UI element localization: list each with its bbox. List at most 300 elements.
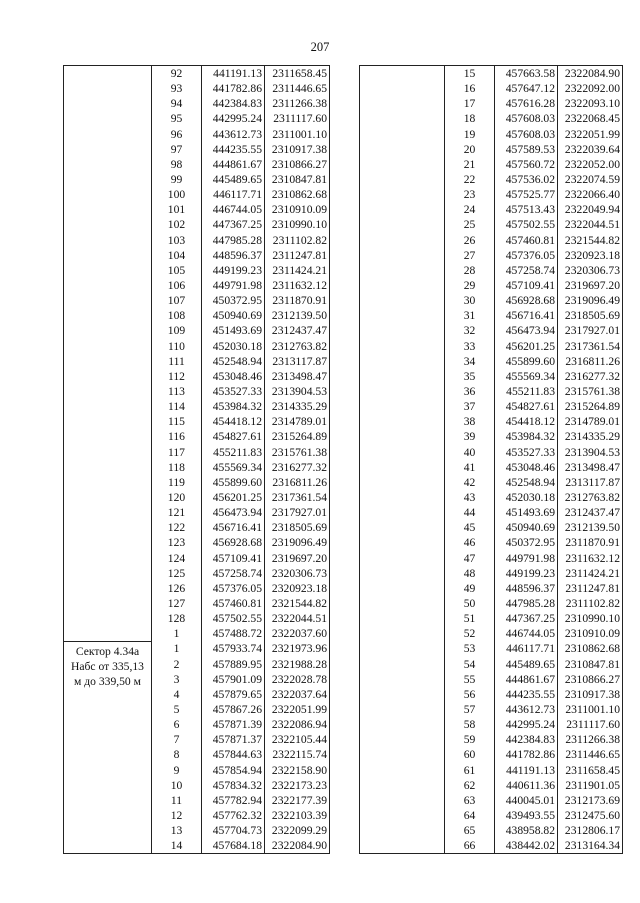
point-number-cell: 44: [445, 505, 495, 520]
y-coordinate-cell: 2311247.81: [265, 248, 330, 263]
section-label-cell: [64, 66, 152, 642]
point-number-cell: 34: [445, 354, 495, 369]
x-coordinate-cell: 457460.81: [202, 596, 265, 611]
empty-label-cell: [360, 838, 445, 854]
point-number-cell: 23: [445, 187, 495, 202]
point-number-cell: 62: [445, 778, 495, 793]
table-row: [360, 429, 623, 444]
table-row: [360, 217, 623, 232]
x-coordinate-cell: 454827.61: [202, 429, 265, 444]
y-coordinate-cell: 2320923.18: [558, 248, 623, 263]
y-coordinate-cell: 2322052.00: [558, 157, 623, 172]
empty-label-cell: [360, 323, 445, 338]
x-coordinate-cell: 446117.71: [202, 187, 265, 202]
point-number-cell: 35: [445, 369, 495, 384]
table-row: [360, 384, 623, 399]
x-coordinate-cell: 450940.69: [202, 308, 265, 323]
point-number-cell: 57: [445, 702, 495, 717]
table-row: [360, 308, 623, 323]
point-number-cell: 10: [152, 778, 202, 793]
y-coordinate-cell: 2310910.09: [558, 626, 623, 641]
table-row: [360, 490, 623, 505]
y-coordinate-cell: 2322068.45: [558, 111, 623, 126]
y-coordinate-cell: 2310847.81: [558, 656, 623, 671]
y-coordinate-cell: 2312763.82: [265, 339, 330, 354]
empty-label-cell: [360, 414, 445, 429]
table-row: [360, 717, 623, 732]
point-number-cell: 7: [152, 732, 202, 747]
y-coordinate-cell: 2312139.50: [265, 308, 330, 323]
point-number-cell: 97: [152, 142, 202, 157]
x-coordinate-cell: 457502.55: [202, 611, 265, 626]
point-number-cell: 60: [445, 747, 495, 762]
y-coordinate-cell: 2311117.60: [558, 717, 623, 732]
right-coordinates-table: [359, 65, 623, 854]
point-number-cell: 116: [152, 429, 202, 444]
x-coordinate-cell: 445489.65: [202, 172, 265, 187]
x-coordinate-cell: 457616.28: [495, 96, 558, 111]
empty-label-cell: [360, 339, 445, 354]
y-coordinate-cell: 2322049.94: [558, 202, 623, 217]
y-coordinate-cell: 2316277.32: [558, 369, 623, 384]
y-coordinate-cell: 2313498.47: [558, 460, 623, 475]
point-number-cell: 3: [152, 672, 202, 687]
point-number-cell: 102: [152, 217, 202, 232]
table-row: [360, 172, 623, 187]
x-coordinate-cell: 441782.86: [495, 747, 558, 762]
table-row: [360, 702, 623, 717]
point-number-cell: 33: [445, 339, 495, 354]
x-coordinate-cell: 438958.82: [495, 823, 558, 838]
x-coordinate-cell: 457647.12: [495, 81, 558, 96]
table-row: [360, 81, 623, 96]
table-row: [360, 96, 623, 111]
x-coordinate-cell: 457933.74: [202, 641, 265, 656]
x-coordinate-cell: 443612.73: [495, 702, 558, 717]
point-number-cell: 101: [152, 202, 202, 217]
table-row: [360, 66, 623, 82]
x-coordinate-cell: 446744.05: [202, 202, 265, 217]
y-coordinate-cell: 2321544.82: [558, 233, 623, 248]
point-number-cell: 20: [445, 142, 495, 157]
y-coordinate-cell: 2311870.91: [265, 293, 330, 308]
y-coordinate-cell: 2322099.29: [265, 823, 330, 838]
y-coordinate-cell: 2311247.81: [558, 581, 623, 596]
x-coordinate-cell: 457460.81: [495, 233, 558, 248]
y-coordinate-cell: 2312173.69: [558, 793, 623, 808]
empty-label-cell: [360, 263, 445, 278]
x-coordinate-cell: 443612.73: [202, 127, 265, 142]
y-coordinate-cell: 2311266.38: [265, 96, 330, 111]
table-row: [360, 611, 623, 626]
x-coordinate-cell: 442384.83: [202, 96, 265, 111]
y-coordinate-cell: 2316277.32: [265, 460, 330, 475]
empty-label-cell: [360, 596, 445, 611]
x-coordinate-cell: 457834.32: [202, 778, 265, 793]
y-coordinate-cell: 2322051.99: [265, 702, 330, 717]
point-number-cell: 37: [445, 399, 495, 414]
y-coordinate-cell: 2321988.28: [265, 656, 330, 671]
x-coordinate-cell: 446117.71: [495, 641, 558, 656]
empty-label-cell: [360, 308, 445, 323]
point-number-cell: 112: [152, 369, 202, 384]
point-number-cell: 22: [445, 172, 495, 187]
x-coordinate-cell: 457560.72: [495, 157, 558, 172]
table-row: [360, 157, 623, 172]
x-coordinate-cell: 457258.74: [495, 263, 558, 278]
point-number-cell: 51: [445, 611, 495, 626]
x-coordinate-cell: 444861.67: [495, 672, 558, 687]
point-number-cell: 126: [152, 581, 202, 596]
x-coordinate-cell: 457867.26: [202, 702, 265, 717]
y-coordinate-cell: 2322177.39: [265, 793, 330, 808]
y-coordinate-cell: 2322115.74: [265, 747, 330, 762]
table-row: [360, 838, 623, 854]
x-coordinate-cell: 452548.94: [202, 354, 265, 369]
x-coordinate-cell: 453527.33: [495, 445, 558, 460]
y-coordinate-cell: 2322074.59: [558, 172, 623, 187]
point-number-cell: 43: [445, 490, 495, 505]
y-coordinate-cell: 2319697.20: [558, 278, 623, 293]
table-row: [360, 596, 623, 611]
empty-label-cell: [360, 157, 445, 172]
x-coordinate-cell: 442995.24: [202, 111, 265, 126]
empty-label-cell: [360, 399, 445, 414]
table-row: [360, 202, 623, 217]
x-coordinate-cell: 449199.23: [495, 566, 558, 581]
y-coordinate-cell: 2321544.82: [265, 596, 330, 611]
x-coordinate-cell: 454827.61: [495, 399, 558, 414]
table-row: [360, 747, 623, 762]
point-number-cell: 26: [445, 233, 495, 248]
empty-label-cell: [360, 202, 445, 217]
table-row: [360, 142, 623, 157]
point-number-cell: 5: [152, 702, 202, 717]
x-coordinate-cell: 453984.32: [495, 429, 558, 444]
y-coordinate-cell: 2311658.45: [558, 762, 623, 777]
point-number-cell: 124: [152, 551, 202, 566]
point-number-cell: 66: [445, 838, 495, 854]
x-coordinate-cell: 452030.18: [202, 339, 265, 354]
point-number-cell: 39: [445, 429, 495, 444]
y-coordinate-cell: 2311424.21: [265, 263, 330, 278]
point-number-cell: 108: [152, 308, 202, 323]
y-coordinate-cell: 2322044.51: [265, 611, 330, 626]
point-number-cell: 8: [152, 747, 202, 762]
x-coordinate-cell: 456473.94: [202, 505, 265, 520]
x-coordinate-cell: 440611.36: [495, 778, 558, 793]
x-coordinate-cell: 457109.41: [202, 551, 265, 566]
y-coordinate-cell: 2321973.96: [265, 641, 330, 656]
x-coordinate-cell: 456716.41: [495, 308, 558, 323]
y-coordinate-cell: 2311632.12: [558, 551, 623, 566]
y-coordinate-cell: 2318505.69: [265, 520, 330, 535]
empty-label-cell: [360, 808, 445, 823]
x-coordinate-cell: 455569.34: [495, 369, 558, 384]
x-coordinate-cell: 441191.13: [202, 66, 265, 82]
x-coordinate-cell: 448596.37: [202, 248, 265, 263]
point-number-cell: 29: [445, 278, 495, 293]
x-coordinate-cell: 454418.12: [202, 414, 265, 429]
point-number-cell: 65: [445, 823, 495, 838]
x-coordinate-cell: 457871.39: [202, 717, 265, 732]
y-coordinate-cell: 2322084.90: [558, 66, 623, 82]
empty-label-cell: [360, 581, 445, 596]
point-number-cell: 120: [152, 490, 202, 505]
y-coordinate-cell: 2311424.21: [558, 566, 623, 581]
empty-label-cell: [360, 778, 445, 793]
point-number-cell: 121: [152, 505, 202, 520]
x-coordinate-cell: 453048.46: [202, 369, 265, 384]
point-number-cell: 19: [445, 127, 495, 142]
empty-label-cell: [360, 81, 445, 96]
x-coordinate-cell: 442995.24: [495, 717, 558, 732]
x-coordinate-cell: 453048.46: [495, 460, 558, 475]
point-number-cell: 63: [445, 793, 495, 808]
point-number-cell: 14: [152, 838, 202, 854]
x-coordinate-cell: 455899.60: [202, 475, 265, 490]
empty-label-cell: [360, 551, 445, 566]
point-number-cell: 28: [445, 263, 495, 278]
x-coordinate-cell: 446744.05: [495, 626, 558, 641]
table-row: [64, 66, 330, 82]
x-coordinate-cell: 447985.28: [202, 233, 265, 248]
table-row: [360, 127, 623, 142]
empty-label-cell: [360, 490, 445, 505]
x-coordinate-cell: 447985.28: [495, 596, 558, 611]
empty-label-cell: [360, 429, 445, 444]
table-row: [360, 111, 623, 126]
x-coordinate-cell: 444235.55: [495, 687, 558, 702]
y-coordinate-cell: 2310910.09: [265, 202, 330, 217]
x-coordinate-cell: 455569.34: [202, 460, 265, 475]
empty-label-cell: [360, 520, 445, 535]
y-coordinate-cell: 2310866.27: [558, 672, 623, 687]
x-coordinate-cell: 456928.68: [495, 293, 558, 308]
y-coordinate-cell: 2322066.40: [558, 187, 623, 202]
y-coordinate-cell: 2311117.60: [265, 111, 330, 126]
y-coordinate-cell: 2322105.44: [265, 732, 330, 747]
point-number-cell: 94: [152, 96, 202, 111]
x-coordinate-cell: 457901.09: [202, 672, 265, 687]
point-number-cell: 99: [152, 172, 202, 187]
x-coordinate-cell: 457684.18: [202, 838, 265, 854]
y-coordinate-cell: 2320923.18: [265, 581, 330, 596]
x-coordinate-cell: 452030.18: [495, 490, 558, 505]
y-coordinate-cell: 2311632.12: [265, 278, 330, 293]
point-number-cell: 54: [445, 656, 495, 671]
y-coordinate-cell: 2316811.26: [265, 475, 330, 490]
y-coordinate-cell: 2313164.34: [558, 838, 623, 854]
empty-label-cell: [360, 611, 445, 626]
y-coordinate-cell: 2317361.54: [265, 490, 330, 505]
y-coordinate-cell: 2322084.90: [265, 838, 330, 854]
point-number-cell: 21: [445, 157, 495, 172]
x-coordinate-cell: 440045.01: [495, 793, 558, 808]
empty-label-cell: [360, 248, 445, 263]
empty-label-cell: [360, 460, 445, 475]
y-coordinate-cell: 2310990.10: [558, 611, 623, 626]
point-number-cell: 12: [152, 808, 202, 823]
x-coordinate-cell: 449791.98: [495, 551, 558, 566]
y-coordinate-cell: 2322103.39: [265, 808, 330, 823]
table-row: [360, 505, 623, 520]
section-label-cell: Сектор 4.34а Набс от 335,13 м до 339,50 м: [64, 641, 152, 853]
point-number-cell: 38: [445, 414, 495, 429]
y-coordinate-cell: 2310917.38: [265, 142, 330, 157]
x-coordinate-cell: 441782.86: [202, 81, 265, 96]
table-row: [360, 535, 623, 550]
y-coordinate-cell: 2312806.17: [558, 823, 623, 838]
x-coordinate-cell: 456201.25: [202, 490, 265, 505]
point-number-cell: 40: [445, 445, 495, 460]
empty-label-cell: [360, 66, 445, 82]
point-number-cell: 41: [445, 460, 495, 475]
y-coordinate-cell: 2313904.53: [265, 384, 330, 399]
table-row: [360, 778, 623, 793]
y-coordinate-cell: 2315761.38: [558, 384, 623, 399]
y-coordinate-cell: 2310862.68: [265, 187, 330, 202]
x-coordinate-cell: 457376.05: [495, 248, 558, 263]
empty-label-cell: [360, 187, 445, 202]
table-row: [360, 233, 623, 248]
y-coordinate-cell: 2311102.82: [558, 596, 623, 611]
page-number: 207: [310, 40, 330, 54]
empty-label-cell: [360, 505, 445, 520]
point-number-cell: 111: [152, 354, 202, 369]
y-coordinate-cell: 2322037.60: [265, 626, 330, 641]
empty-label-cell: [360, 369, 445, 384]
y-coordinate-cell: 2320306.73: [558, 263, 623, 278]
y-coordinate-cell: 2322086.94: [265, 717, 330, 732]
point-number-cell: 30: [445, 293, 495, 308]
point-number-cell: 96: [152, 127, 202, 142]
empty-label-cell: [360, 823, 445, 838]
point-number-cell: 9: [152, 762, 202, 777]
x-coordinate-cell: 456473.94: [495, 323, 558, 338]
y-coordinate-cell: 2310990.10: [265, 217, 330, 232]
table-row: [360, 551, 623, 566]
x-coordinate-cell: 445489.65: [495, 656, 558, 671]
y-coordinate-cell: 2311658.45: [265, 66, 330, 82]
x-coordinate-cell: 457871.37: [202, 732, 265, 747]
point-number-cell: 114: [152, 399, 202, 414]
y-coordinate-cell: 2322039.64: [558, 142, 623, 157]
x-coordinate-cell: 457663.58: [495, 66, 558, 82]
left-coordinates-table: [63, 65, 330, 854]
table-row: [360, 762, 623, 777]
empty-label-cell: [360, 626, 445, 641]
x-coordinate-cell: 457704.73: [202, 823, 265, 838]
y-coordinate-cell: 2311901.05: [558, 778, 623, 793]
table-row: [360, 641, 623, 656]
point-number-cell: 100: [152, 187, 202, 202]
point-number-cell: 46: [445, 535, 495, 550]
y-coordinate-cell: 2314335.29: [558, 429, 623, 444]
y-coordinate-cell: 2313904.53: [558, 445, 623, 460]
point-number-cell: 1: [152, 626, 202, 641]
y-coordinate-cell: 2313498.47: [265, 369, 330, 384]
point-number-cell: 59: [445, 732, 495, 747]
y-coordinate-cell: 2313117.87: [558, 475, 623, 490]
x-coordinate-cell: 457889.95: [202, 656, 265, 671]
x-coordinate-cell: 450372.95: [202, 293, 265, 308]
point-number-cell: 6: [152, 717, 202, 732]
x-coordinate-cell: 456716.41: [202, 520, 265, 535]
empty-label-cell: [360, 672, 445, 687]
y-coordinate-cell: 2318505.69: [558, 308, 623, 323]
y-coordinate-cell: 2320306.73: [265, 566, 330, 581]
x-coordinate-cell: 457376.05: [202, 581, 265, 596]
x-coordinate-cell: 457513.43: [495, 202, 558, 217]
table-row: [360, 263, 623, 278]
x-coordinate-cell: 457258.74: [202, 566, 265, 581]
table-row: [360, 656, 623, 671]
empty-label-cell: [360, 717, 445, 732]
y-coordinate-cell: 2312763.82: [558, 490, 623, 505]
x-coordinate-cell: 439493.55: [495, 808, 558, 823]
point-number-cell: 58: [445, 717, 495, 732]
x-coordinate-cell: 457608.03: [495, 111, 558, 126]
point-number-cell: 18: [445, 111, 495, 126]
point-number-cell: 2: [152, 656, 202, 671]
point-number-cell: 109: [152, 323, 202, 338]
point-number-cell: 48: [445, 566, 495, 581]
x-coordinate-cell: 456201.25: [495, 339, 558, 354]
empty-label-cell: [360, 475, 445, 490]
table-row: [360, 354, 623, 369]
point-number-cell: 127: [152, 596, 202, 611]
table-row: [360, 475, 623, 490]
x-coordinate-cell: 450940.69: [495, 520, 558, 535]
y-coordinate-cell: 2312475.60: [558, 808, 623, 823]
point-number-cell: 52: [445, 626, 495, 641]
point-number-cell: 4: [152, 687, 202, 702]
table-row: [360, 323, 623, 338]
x-coordinate-cell: 457879.65: [202, 687, 265, 702]
table-row: [64, 641, 330, 656]
empty-label-cell: [360, 111, 445, 126]
point-number-cell: 49: [445, 581, 495, 596]
empty-label-cell: [360, 762, 445, 777]
empty-label-cell: [360, 217, 445, 232]
x-coordinate-cell: 457488.72: [202, 626, 265, 641]
x-coordinate-cell: 449791.98: [202, 278, 265, 293]
point-number-cell: 25: [445, 217, 495, 232]
x-coordinate-cell: 457762.32: [202, 808, 265, 823]
table-row: [360, 339, 623, 354]
x-coordinate-cell: 455211.83: [202, 445, 265, 460]
point-number-cell: 56: [445, 687, 495, 702]
point-number-cell: 119: [152, 475, 202, 490]
y-coordinate-cell: 2311446.65: [558, 747, 623, 762]
x-coordinate-cell: 457608.03: [495, 127, 558, 142]
x-coordinate-cell: 447367.25: [495, 611, 558, 626]
empty-label-cell: [360, 127, 445, 142]
point-number-cell: 92: [152, 66, 202, 82]
point-number-cell: 106: [152, 278, 202, 293]
empty-label-cell: [360, 535, 445, 550]
table-row: [360, 293, 623, 308]
point-number-cell: 107: [152, 293, 202, 308]
y-coordinate-cell: 2311102.82: [265, 233, 330, 248]
x-coordinate-cell: 455211.83: [495, 384, 558, 399]
y-coordinate-cell: 2322044.51: [558, 217, 623, 232]
point-number-cell: 118: [152, 460, 202, 475]
table-row: [360, 278, 623, 293]
y-coordinate-cell: 2317927.01: [558, 323, 623, 338]
table-row: [360, 460, 623, 475]
